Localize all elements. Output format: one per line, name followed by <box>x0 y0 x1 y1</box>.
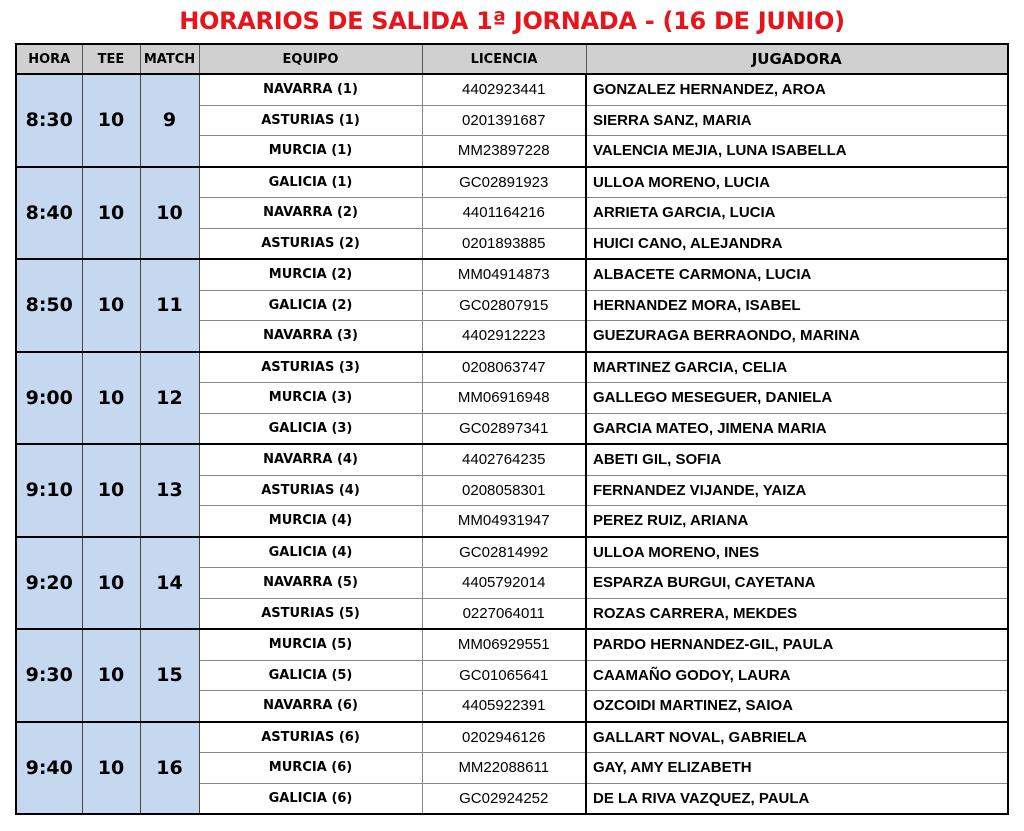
licencia-cell: GC02897341 <box>422 413 586 444</box>
equipo-cell: NAVARRA (6) <box>199 691 422 722</box>
licencia-cell: MM04931947 <box>422 506 586 537</box>
jugadora-cell: GAY, AMY ELIZABETH <box>586 753 1008 784</box>
licencia-cell: GC02891923 <box>422 167 586 198</box>
match-cell: 11 <box>140 259 199 352</box>
licencia-cell: GC02924252 <box>422 783 586 814</box>
equipo-cell: ASTURIAS (5) <box>199 598 422 629</box>
jugadora-cell: GALLART NOVAL, GABRIELA <box>586 722 1008 753</box>
equipo-cell: GALICIA (6) <box>199 783 422 814</box>
equipo-cell: MURCIA (5) <box>199 629 422 660</box>
equipo-cell: ASTURIAS (3) <box>199 352 422 383</box>
hora-cell: 8:30 <box>16 74 82 167</box>
jugadora-cell: ULLOA MORENO, INES <box>586 537 1008 568</box>
licencia-cell: 4405792014 <box>422 568 586 599</box>
hora-cell: 9:00 <box>16 352 82 445</box>
header-equipo: EQUIPO <box>199 44 422 74</box>
equipo-cell: ASTURIAS (4) <box>199 475 422 506</box>
equipo-cell: GALICIA (4) <box>199 537 422 568</box>
licencia-cell: GC01065641 <box>422 660 586 691</box>
licencia-cell: GC02807915 <box>422 290 586 321</box>
match-cell: 9 <box>140 74 199 167</box>
table-row <box>16 167 1008 198</box>
jugadora-cell: GONZALEZ HERNANDEZ, AROA <box>586 74 1008 105</box>
match-cell: 16 <box>140 722 199 815</box>
table-row <box>16 259 1008 290</box>
header-licencia: LICENCIA <box>422 44 586 74</box>
jugadora-cell: ROZAS CARRERA, MEKDES <box>586 598 1008 629</box>
equipo-cell: NAVARRA (3) <box>199 321 422 352</box>
table-row <box>16 537 1008 568</box>
licencia-cell: 0208058301 <box>422 475 586 506</box>
schedule-body <box>16 74 1008 814</box>
tee-cell: 10 <box>82 722 140 815</box>
jugadora-cell: VALENCIA MEJIA, LUNA ISABELLA <box>586 136 1008 167</box>
hora-cell: 9:40 <box>16 722 82 815</box>
table-row <box>16 352 1008 383</box>
jugadora-cell: OZCOIDI MARTINEZ, SAIOA <box>586 691 1008 722</box>
match-cell: 10 <box>140 167 199 260</box>
licencia-cell: MM22088611 <box>422 753 586 784</box>
licencia-cell: 0201391687 <box>422 105 586 136</box>
header-match: MATCH <box>140 44 199 74</box>
hora-cell: 9:30 <box>16 629 82 722</box>
licencia-cell: MM06916948 <box>422 383 586 414</box>
jugadora-cell: SIERRA SANZ, MARIA <box>586 105 1008 136</box>
tee-cell: 10 <box>82 74 140 167</box>
jugadora-cell: DE LA RIVA VAZQUEZ, PAULA <box>586 783 1008 814</box>
licencia-cell: 0208063747 <box>422 352 586 383</box>
equipo-cell: MURCIA (2) <box>199 259 422 290</box>
jugadora-cell: GALLEGO MESEGUER, DANIELA <box>586 383 1008 414</box>
equipo-cell: NAVARRA (4) <box>199 444 422 475</box>
equipo-cell: ASTURIAS (2) <box>199 228 422 259</box>
equipo-cell: GALICIA (3) <box>199 413 422 444</box>
licencia-cell: 0227064011 <box>422 598 586 629</box>
equipo-cell: MURCIA (4) <box>199 506 422 537</box>
licencia-cell: 4402912223 <box>422 321 586 352</box>
tee-cell: 10 <box>82 259 140 352</box>
jugadora-cell: HERNANDEZ MORA, ISABEL <box>586 290 1008 321</box>
equipo-cell: MURCIA (3) <box>199 383 422 414</box>
jugadora-cell: PARDO HERNANDEZ-GIL, PAULA <box>586 629 1008 660</box>
equipo-cell: ASTURIAS (1) <box>199 105 422 136</box>
hora-cell: 8:50 <box>16 259 82 352</box>
equipo-cell: NAVARRA (5) <box>199 568 422 599</box>
licencia-cell: 4401164216 <box>422 198 586 229</box>
licencia-cell: 4405922391 <box>422 691 586 722</box>
table-row <box>16 74 1008 105</box>
equipo-cell: ASTURIAS (6) <box>199 722 422 753</box>
page-title: HORARIOS DE SALIDA 1ª JORNADA - (16 DE JUNIO) <box>179 7 845 35</box>
jugadora-cell: GARCIA MATEO, JIMENA MARIA <box>586 413 1008 444</box>
match-cell: 13 <box>140 444 199 537</box>
tee-cell: 10 <box>82 537 140 630</box>
match-cell: 14 <box>140 537 199 630</box>
licencia-cell: MM23897228 <box>422 136 586 167</box>
hora-cell: 8:40 <box>16 167 82 260</box>
licencia-cell: GC02814992 <box>422 537 586 568</box>
jugadora-cell: PEREZ RUIZ, ARIANA <box>586 506 1008 537</box>
tee-cell: 10 <box>82 444 140 537</box>
jugadora-cell: ESPARZA BURGUI, CAYETANA <box>586 568 1008 599</box>
schedule-table <box>15 43 1009 815</box>
table-row <box>16 444 1008 475</box>
equipo-cell: NAVARRA (1) <box>199 74 422 105</box>
match-cell: 15 <box>140 629 199 722</box>
jugadora-cell: CAAMAÑO GODOY, LAURA <box>586 660 1008 691</box>
licencia-cell: 4402764235 <box>422 444 586 475</box>
header-hora: HORA <box>16 44 82 74</box>
jugadora-cell: GUEZURAGA BERRAONDO, MARINA <box>586 321 1008 352</box>
equipo-cell: GALICIA (1) <box>199 167 422 198</box>
jugadora-cell: ABETI GIL, SOFIA <box>586 444 1008 475</box>
jugadora-cell: FERNANDEZ VIJANDE, YAIZA <box>586 475 1008 506</box>
jugadora-cell: ALBACETE CARMONA, LUCIA <box>586 259 1008 290</box>
jugadora-cell: ULLOA MORENO, LUCIA <box>586 167 1008 198</box>
table-row <box>16 629 1008 660</box>
hora-cell: 9:10 <box>16 444 82 537</box>
licencia-cell: 0202946126 <box>422 722 586 753</box>
equipo-cell: MURCIA (6) <box>199 753 422 784</box>
jugadora-cell: MARTINEZ GARCIA, CELIA <box>586 352 1008 383</box>
tee-cell: 10 <box>82 352 140 445</box>
equipo-cell: GALICIA (5) <box>199 660 422 691</box>
tee-cell: 10 <box>82 167 140 260</box>
match-cell: 12 <box>140 352 199 445</box>
tee-cell: 10 <box>82 629 140 722</box>
jugadora-cell: HUICI CANO, ALEJANDRA <box>586 228 1008 259</box>
licencia-cell: 4402923441 <box>422 74 586 105</box>
header-tee: TEE <box>82 44 140 74</box>
licencia-cell: MM04914873 <box>422 259 586 290</box>
equipo-cell: GALICIA (2) <box>199 290 422 321</box>
equipo-cell: NAVARRA (2) <box>199 198 422 229</box>
licencia-cell: 0201893885 <box>422 228 586 259</box>
header-jugadora: JUGADORA <box>586 44 1008 74</box>
table-row <box>16 722 1008 753</box>
licencia-cell: MM06929551 <box>422 629 586 660</box>
hora-cell: 9:20 <box>16 537 82 630</box>
jugadora-cell: ARRIETA GARCIA, LUCIA <box>586 198 1008 229</box>
header-row <box>16 44 1008 74</box>
equipo-cell: MURCIA (1) <box>199 136 422 167</box>
